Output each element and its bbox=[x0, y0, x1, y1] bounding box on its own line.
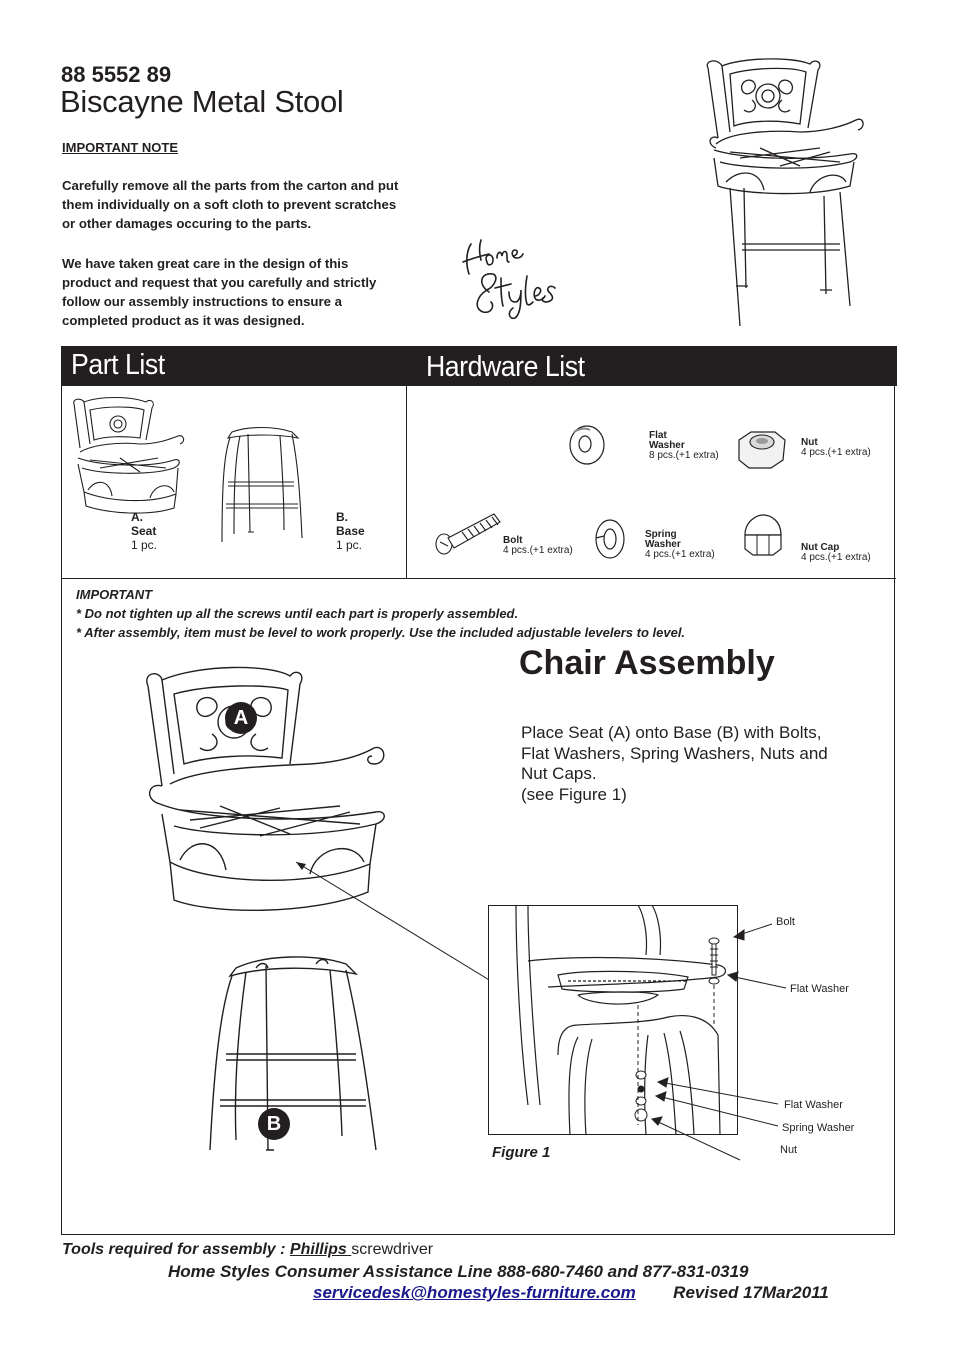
product-title: Biscayne Metal Stool bbox=[60, 84, 344, 119]
part-number: 88 5552 89 bbox=[61, 62, 172, 87]
chair-assembly-heading: Chair Assembly bbox=[519, 644, 775, 682]
nut-cap-label: Nut Cap 4 pcs.(+1 extra) bbox=[801, 542, 871, 563]
figure-caption: Figure 1 bbox=[492, 1144, 551, 1161]
note-paragraph-1: Carefully remove all the parts from the carton and put them individually on a soft cloth to prevent scratches or other damages occuring to the parts. bbox=[62, 178, 399, 231]
consumer-assistance-line: Home Styles Consumer Assistance Line 888-680-7460 and 877-831-0319 bbox=[168, 1262, 749, 1281]
callout-nut: Nut bbox=[780, 1144, 798, 1156]
tools-required: Tools required for assembly : Phillips screwdriver bbox=[62, 1241, 434, 1258]
flat-washer-label: Flat Washer 8 pcs.(+1 extra) bbox=[649, 430, 719, 461]
callout-bolt: Bolt bbox=[776, 916, 795, 928]
footer-contact bbox=[313, 1283, 829, 1303]
assembly-instructions: Place Seat (A) onto Base (B) with Bolts, Flat Washers, Spring Washers, Nuts and Nut Caps. (see Figure 1) bbox=[521, 723, 828, 804]
important-note-heading: IMPORTANT NOTE bbox=[62, 140, 179, 155]
bolt-label: Bolt 4 pcs.(+1 extra) bbox=[503, 535, 573, 556]
part-list-heading: Part List bbox=[71, 349, 165, 381]
part-a-label: A. Seat 1 pc. bbox=[131, 510, 158, 552]
spring-washer-label: Spring Washer 4 pcs.(+1 extra) bbox=[645, 529, 715, 560]
note-paragraph-2: We have taken great care in the design of this product and request that you carefully and strictly follow our assembly instructions to ensure a completed product as it was designed. bbox=[62, 256, 377, 328]
callout-flat-washer: Flat Washer bbox=[784, 1099, 843, 1111]
callout-spring-washer: Spring Washer bbox=[782, 1122, 855, 1134]
callout-flat-washer-top: Flat Washer bbox=[790, 983, 849, 995]
important-notes: IMPORTANT * Do not tighten up all the screws until each part is properly assembled. * After assembly, item must be level to work properly. Use the included adjustable levelers to level. bbox=[76, 587, 686, 640]
badge-b: B bbox=[258, 1108, 290, 1140]
badge-a: A bbox=[225, 702, 257, 734]
part-b-label: B. Base 1 pc. bbox=[336, 510, 365, 552]
hardware-list-heading: Hardware List bbox=[426, 351, 585, 383]
revised-date: Revised 17Mar2011 bbox=[673, 1283, 829, 1302]
email-link[interactable]: servicedesk@homestyles-furniture.com bbox=[313, 1283, 636, 1302]
nut-label: Nut 4 pcs.(+1 extra) bbox=[801, 437, 871, 458]
